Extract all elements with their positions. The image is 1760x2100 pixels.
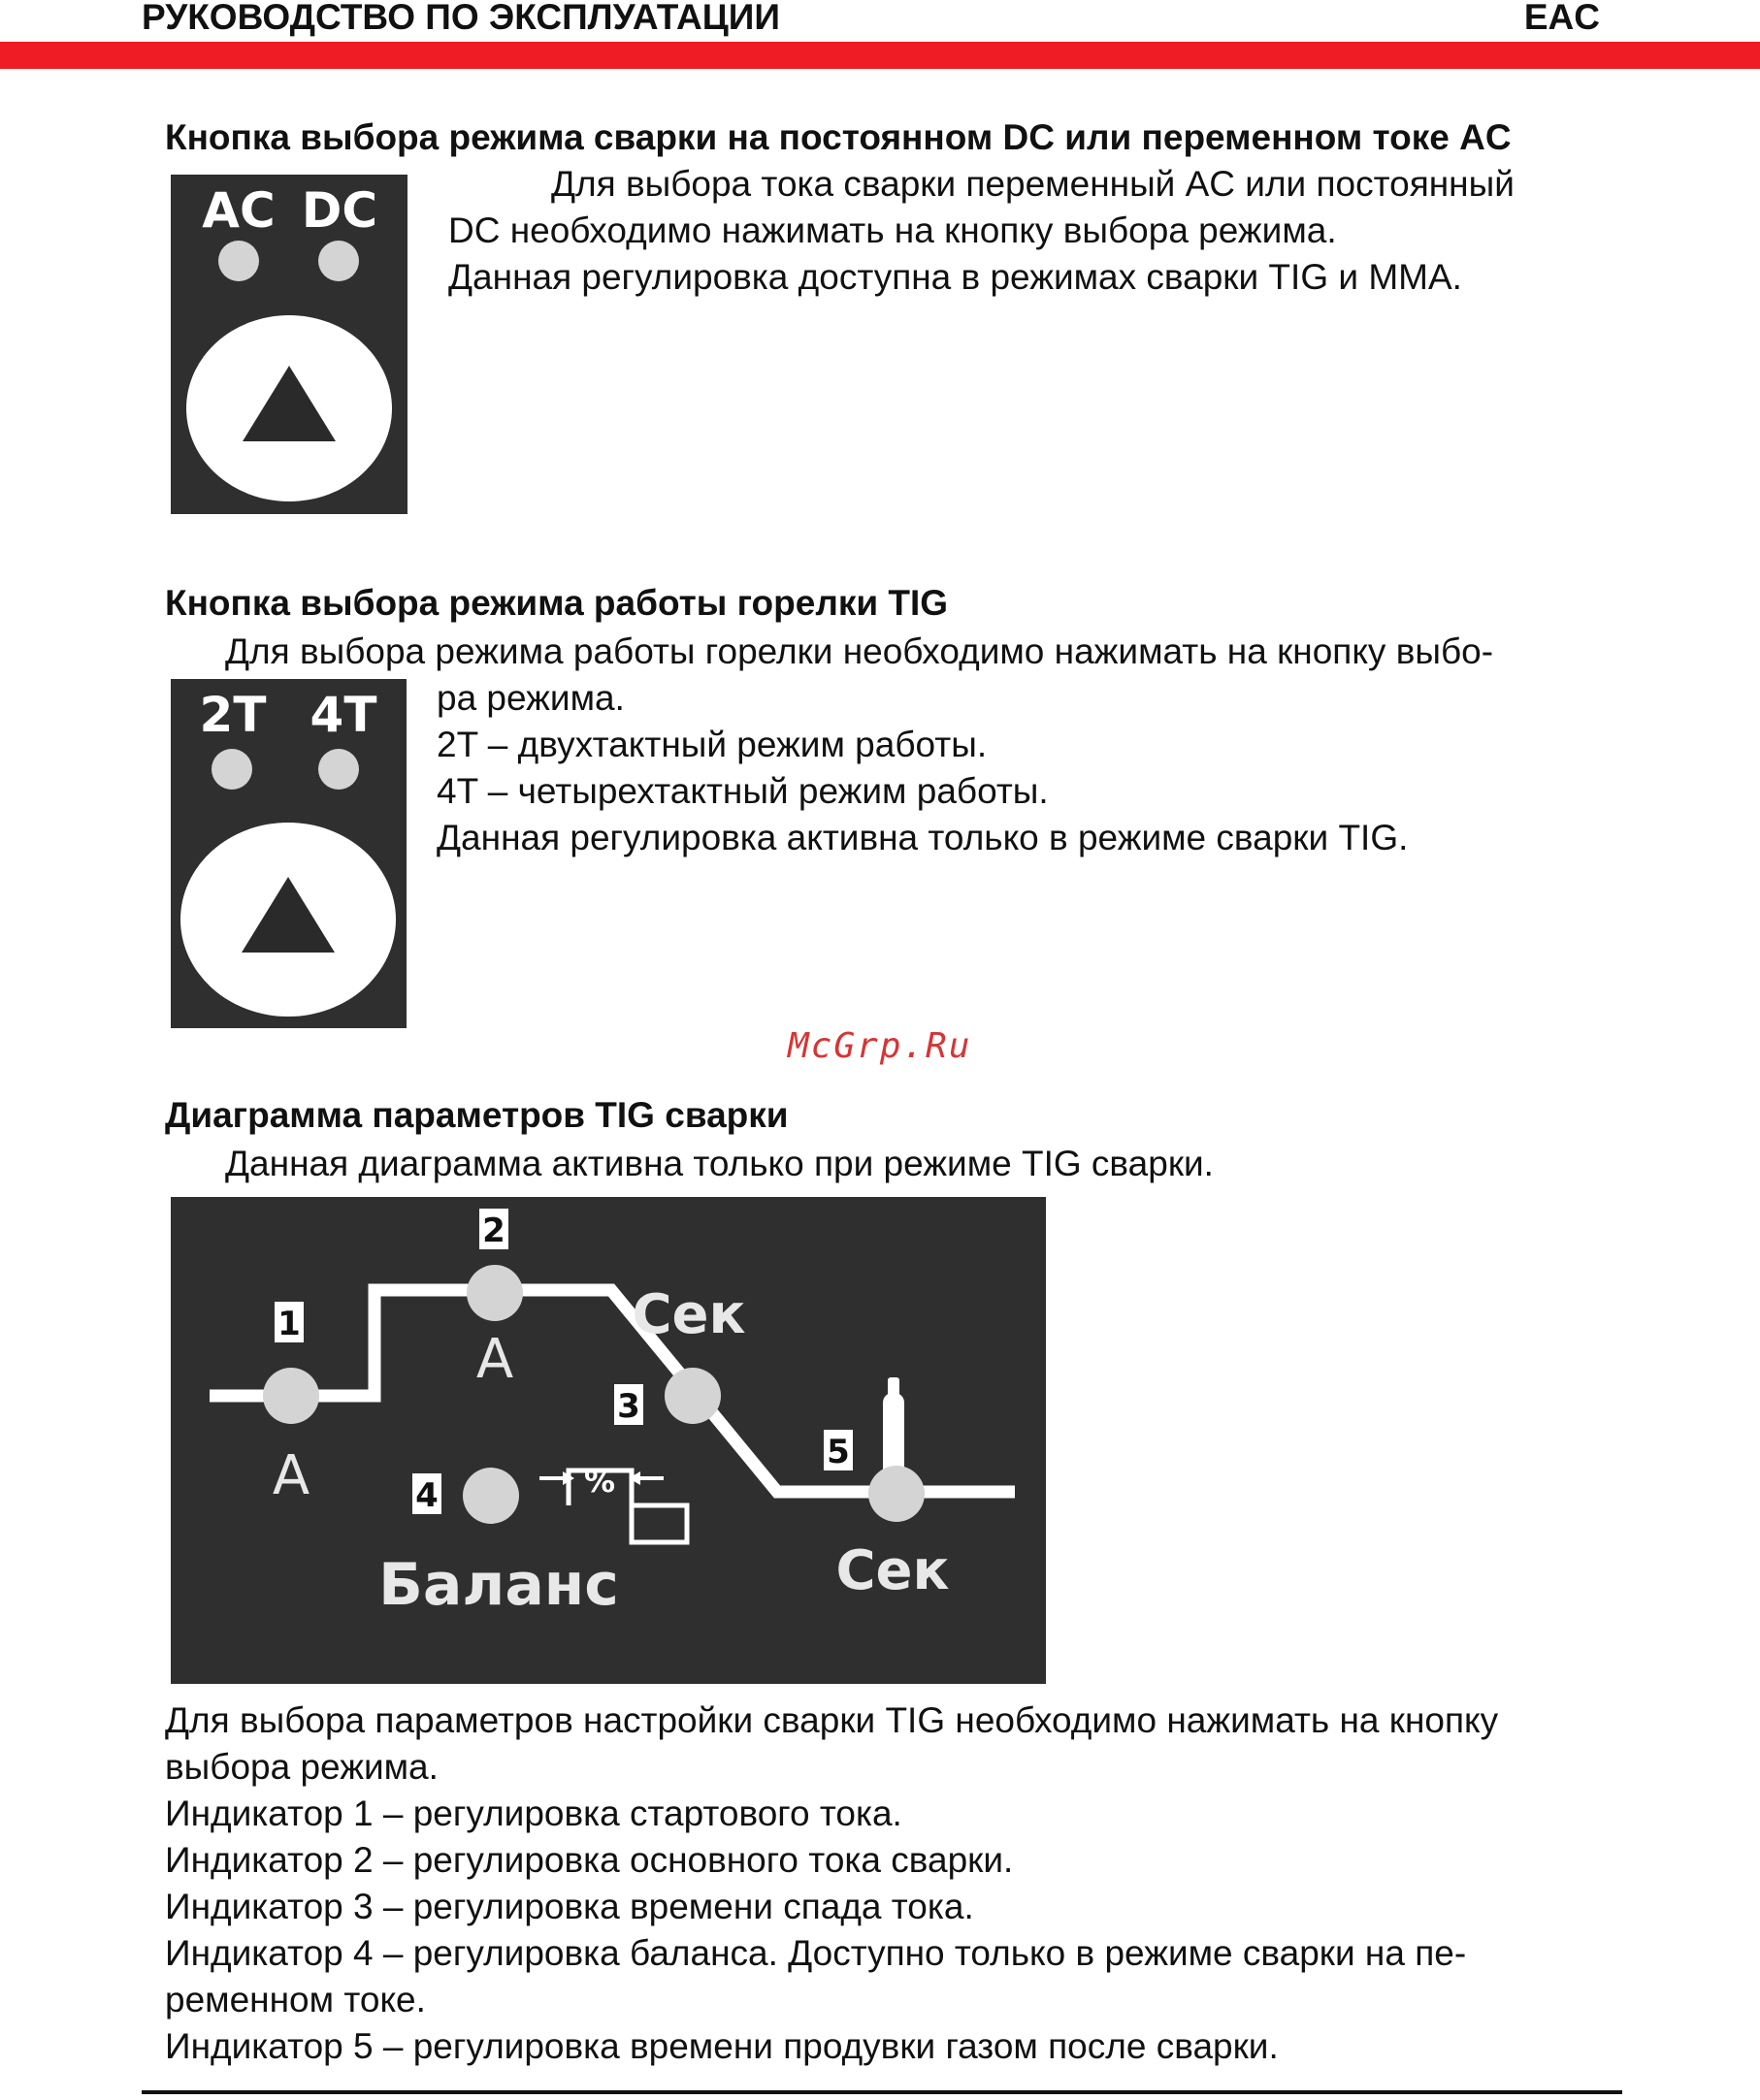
indicator-5-number: 5 bbox=[827, 1433, 850, 1471]
indicator-1-led[interactable] bbox=[263, 1368, 319, 1424]
section-diagram-text bbox=[165, 1697, 1498, 2070]
indicator-3-led[interactable] bbox=[665, 1368, 721, 1424]
indicator-1-number: 1 bbox=[277, 1305, 301, 1343]
section-torch-heading: Кнопка выбора режима работы горелки TIG bbox=[165, 583, 949, 623]
acdc-mode-button[interactable] bbox=[186, 315, 392, 501]
text-line: DC необходимо нажимать на кнопку выбора режима. bbox=[448, 210, 1337, 250]
footer-rule bbox=[142, 2090, 1622, 2094]
text-line: 2T – двухтактный режим работы. bbox=[437, 725, 988, 764]
header-red-band bbox=[0, 42, 1760, 69]
text-line: Индикатор 4 – регулировка баланса. Доступно только в режиме сварки на пе- bbox=[165, 1933, 1467, 1973]
unit-sec-postflow: Сек bbox=[835, 1539, 950, 1602]
text-line: выбора режима. bbox=[165, 1747, 439, 1787]
dc-label: DC bbox=[301, 182, 378, 239]
tig-parameter-diagram bbox=[171, 1197, 1046, 1684]
2t-indicator-led bbox=[212, 749, 252, 790]
triangle-up-icon bbox=[243, 366, 336, 441]
text-line: Индикатор 1 – регулировка стартового тока. bbox=[165, 1793, 902, 1833]
text-line: ра режима. bbox=[437, 678, 625, 718]
text-line: 4T – четырехтактный режим работы. bbox=[437, 771, 1049, 811]
text-line: Для выбора параметров настройки сварки TIG необходимо нажимать на кнопку bbox=[165, 1700, 1499, 1740]
text-line: Данная регулировка доступна в режимах сварки TIG и MMA. bbox=[448, 257, 1462, 297]
indicator-2-number: 2 bbox=[482, 1212, 505, 1250]
text-line: ременном токе. bbox=[165, 1980, 426, 2019]
torch-mode-button-panel bbox=[171, 679, 407, 1028]
section-acdc-heading: Кнопка выбора режима сварки на постоянном DC или переменном токе AC bbox=[165, 117, 1512, 157]
indicator-5-led[interactable] bbox=[868, 1466, 925, 1522]
section-acdc-text bbox=[448, 161, 1515, 301]
ac-indicator-led bbox=[218, 241, 259, 281]
section-diagram-heading: Диаграмма параметров TIG сварки bbox=[165, 1095, 789, 1135]
text-line: Для выбора тока сварки переменный AC или постоянный bbox=[551, 164, 1515, 204]
dc-indicator-led bbox=[318, 241, 359, 281]
section-diagram-intro: Данная диаграмма активна только при режиме TIG сварки. bbox=[225, 1144, 1214, 1183]
header-certification-mark: EAC bbox=[1523, 0, 1600, 37]
indicator-4-number: 4 bbox=[415, 1476, 439, 1515]
torch-mode-button[interactable] bbox=[180, 823, 396, 1017]
text-line: Данная регулировка активна только в режиме сварки TIG. bbox=[437, 818, 1409, 857]
text-line: Индикатор 2 – регулировка основного тока сварки. bbox=[165, 1840, 1014, 1880]
indicator-3-number: 3 bbox=[617, 1387, 640, 1426]
indicator-2-led[interactable] bbox=[467, 1265, 523, 1321]
percent-symbol: % bbox=[583, 1463, 616, 1500]
unit-amp-start: A bbox=[272, 1444, 310, 1507]
4t-indicator-led bbox=[318, 749, 359, 790]
triangle-up-icon bbox=[242, 877, 335, 953]
section-torch-intro: Для выбора режима работы горелки необходимо нажимать на кнопку выбо- bbox=[225, 631, 1494, 671]
2t-label: 2T bbox=[199, 687, 267, 743]
header-title: РУКОВОДСТВО ПО ЭКСПЛУАТАЦИИ bbox=[142, 0, 780, 37]
text-line: Индикатор 5 – регулировка времени продувки газом после сварки. bbox=[165, 2026, 1279, 2066]
watermark: McGrp.Ru bbox=[788, 1026, 972, 1066]
ac-label: AC bbox=[202, 182, 276, 239]
unit-sec-downslope: Сек bbox=[632, 1283, 746, 1346]
text-line: Индикатор 3 – регулировка времени спада тока. bbox=[165, 1887, 974, 1926]
unit-amp-main: A bbox=[475, 1328, 514, 1391]
acdc-button-panel bbox=[171, 175, 407, 514]
indicator-4-led[interactable] bbox=[463, 1468, 519, 1524]
balance-label: Баланс bbox=[378, 1551, 619, 1619]
section-torch-text bbox=[437, 675, 1408, 861]
4t-label: 4T bbox=[310, 687, 377, 743]
